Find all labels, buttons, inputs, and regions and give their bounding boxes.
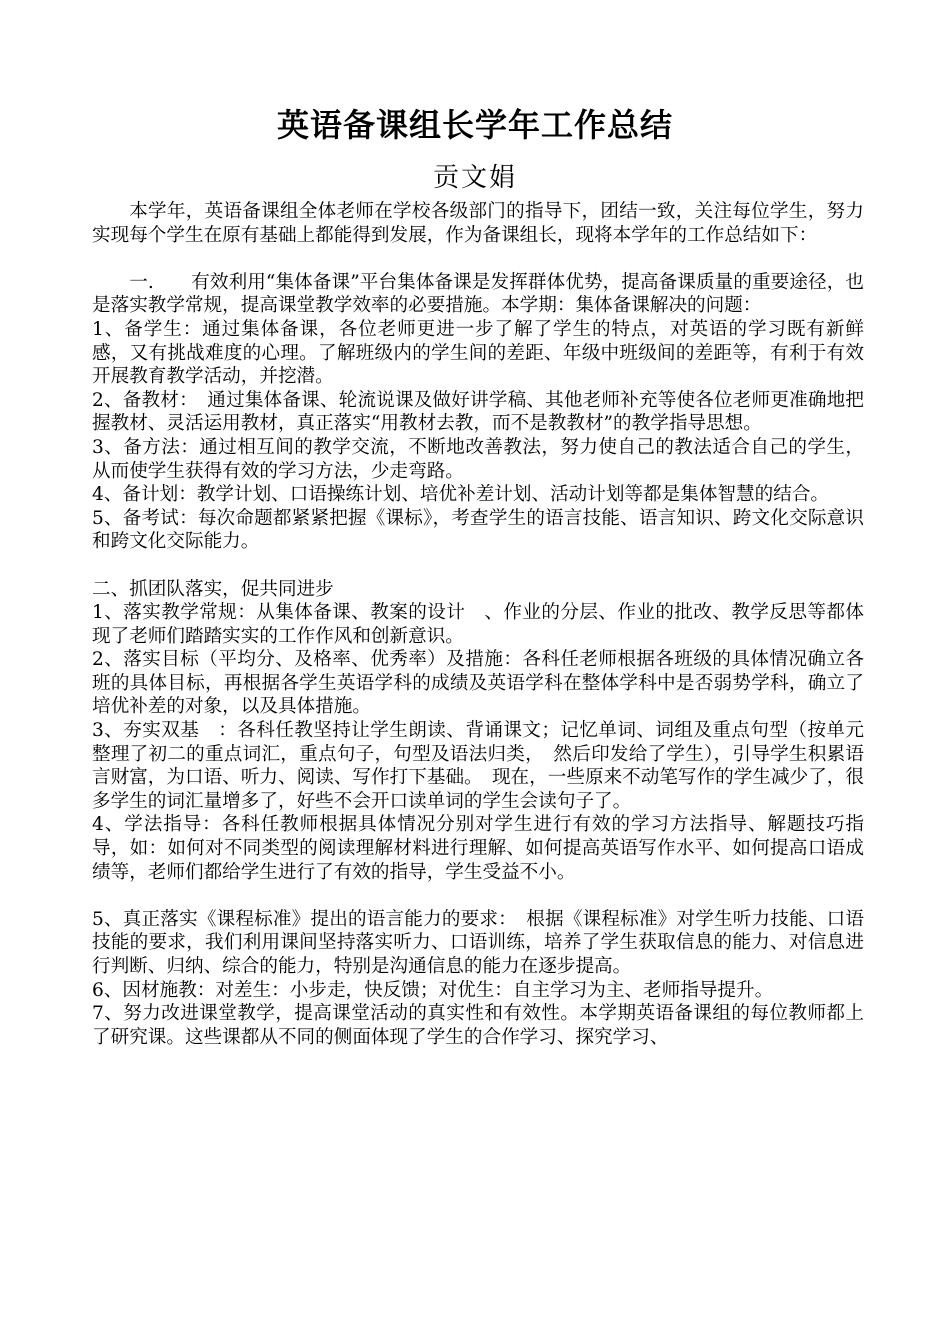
document-body bbox=[92, 200, 864, 1049]
intro-paragraph: 本学年，英语备课组全体老师在学校各级部门的指导下，团结一致，关注每位学生，努力实现每个学生在原有基础上都能得到发展，作为备课组长，现将本学年的工作总结如下： bbox=[92, 201, 864, 246]
author-name: 贡文娟 bbox=[432, 163, 517, 193]
blank-line bbox=[92, 247, 864, 271]
list-item: 3、备方法：通过相互间的教学交流，不断地改善教法，努力使自己的教法适合自己的学生，从而使学生获得有效的学习方法，少走弯路。 bbox=[92, 436, 864, 482]
section-one-heading: 一. 有效利用“集体备课”平台集体备课是发挥群体优势，提高备课质量的重要途径，也是落实教学常规，提高课堂教学效率的必要措施。本学期：集体备课解决的问题： bbox=[92, 271, 864, 317]
list-item: 7、努力改进课堂教学，提高课堂活动的真实性和有效性。本学期英语备课组的每位教师都上了研究课。这些课都从不同的侧面体现了学生的合作学习、探究学习、 bbox=[92, 1003, 864, 1048]
list-item: 5、真正落实《课程标准》提出的语言能力的要求： 根据《课程标准》对学生听力技能、口语技能的要求，我们利用课间坚持落实听力、口语训练，培养了学生获取信息的能力、对信息进行判断、归纳、综合的能力，特别是沟通信息的能力在逐步提高。 bbox=[92, 908, 864, 977]
list-item: 1、落实教学常规：从集体备课、教案的设计 、作业的分层、作业的批改、教学反思等都体现了老师们踏踏实实的工作作风和创新意识。 bbox=[92, 602, 864, 647]
blank-line bbox=[92, 884, 864, 908]
list-item: 1、备学生：通过集体备课，各位老师更进一步了解了学生的特点，对英语的学习既有新鲜感，又有挑战难度的心理。了解班级内的学生间的差距、年级中班级间的差距等，有利于有效开展教育教学活动，并挖潜。 bbox=[92, 318, 864, 388]
list-item: 3、夯实双基 ：各科任教坚持让学生朗读、背诵课文；记忆单词、词组及重点句型（按单元整理了初二的重点词汇，重点句子，句型及语法归类， 然后印发给了学生），引导学生积累语言财富，为口语、听力、阅读、写作打下基础。 现在，一些原来不动笔写作的学生减少了，很多学生的词汇量增多了，好些不会开口读单词的学生会读句子了。 bbox=[92, 720, 864, 812]
section-two-heading: 二、抓团队落实，促共同进步 bbox=[92, 578, 334, 600]
list-item: 2、备教材： 通过集体备课、轮流说课及做好讲学稿、其他老师补充等使各位老师更准确地把握教材、灵活运用教材，真正落实“用教材去教，而不是教教材”的教学指导思想。 bbox=[92, 389, 864, 435]
list-item: 6、因材施教：对差生：小步走，快反馈；对优生：自主学习为主、老师指导提升。 bbox=[92, 979, 774, 1001]
document-title: 英语备课组长学年工作总结 bbox=[276, 106, 673, 144]
list-item: 2、落实目标（平均分、及格率、优秀率）及措施：各科任老师根据各班级的具体情况确立各班的具体目标，再根据各学生英语学科的成绩及英语学科在整体学科中是否弱势学科，确立了培优补差的对象，以及具体措施。 bbox=[92, 649, 864, 718]
list-item: 5、备考试：每次命题都紧紧把握《课标》，考查学生的语言技能、语言知识、跨文化交际意识和跨文化交际能力。 bbox=[92, 507, 864, 553]
list-item: 4、学法指导：各科任教师根据具体情况分别对学生进行有效的学习方法指导、解题技巧指导，如：如何对不同类型的阅读理解材料进行理解、如何提高英语写作水平、如何提高口语成绩等，老师们都给学生进行了有效的指导，学生受益不小。 bbox=[92, 814, 864, 883]
blank-line bbox=[92, 554, 864, 578]
list-item: 4、备计划：教学计划、口语操练计划、培优补差计划、活动计划等都是集体智慧的结合。 bbox=[92, 484, 829, 506]
